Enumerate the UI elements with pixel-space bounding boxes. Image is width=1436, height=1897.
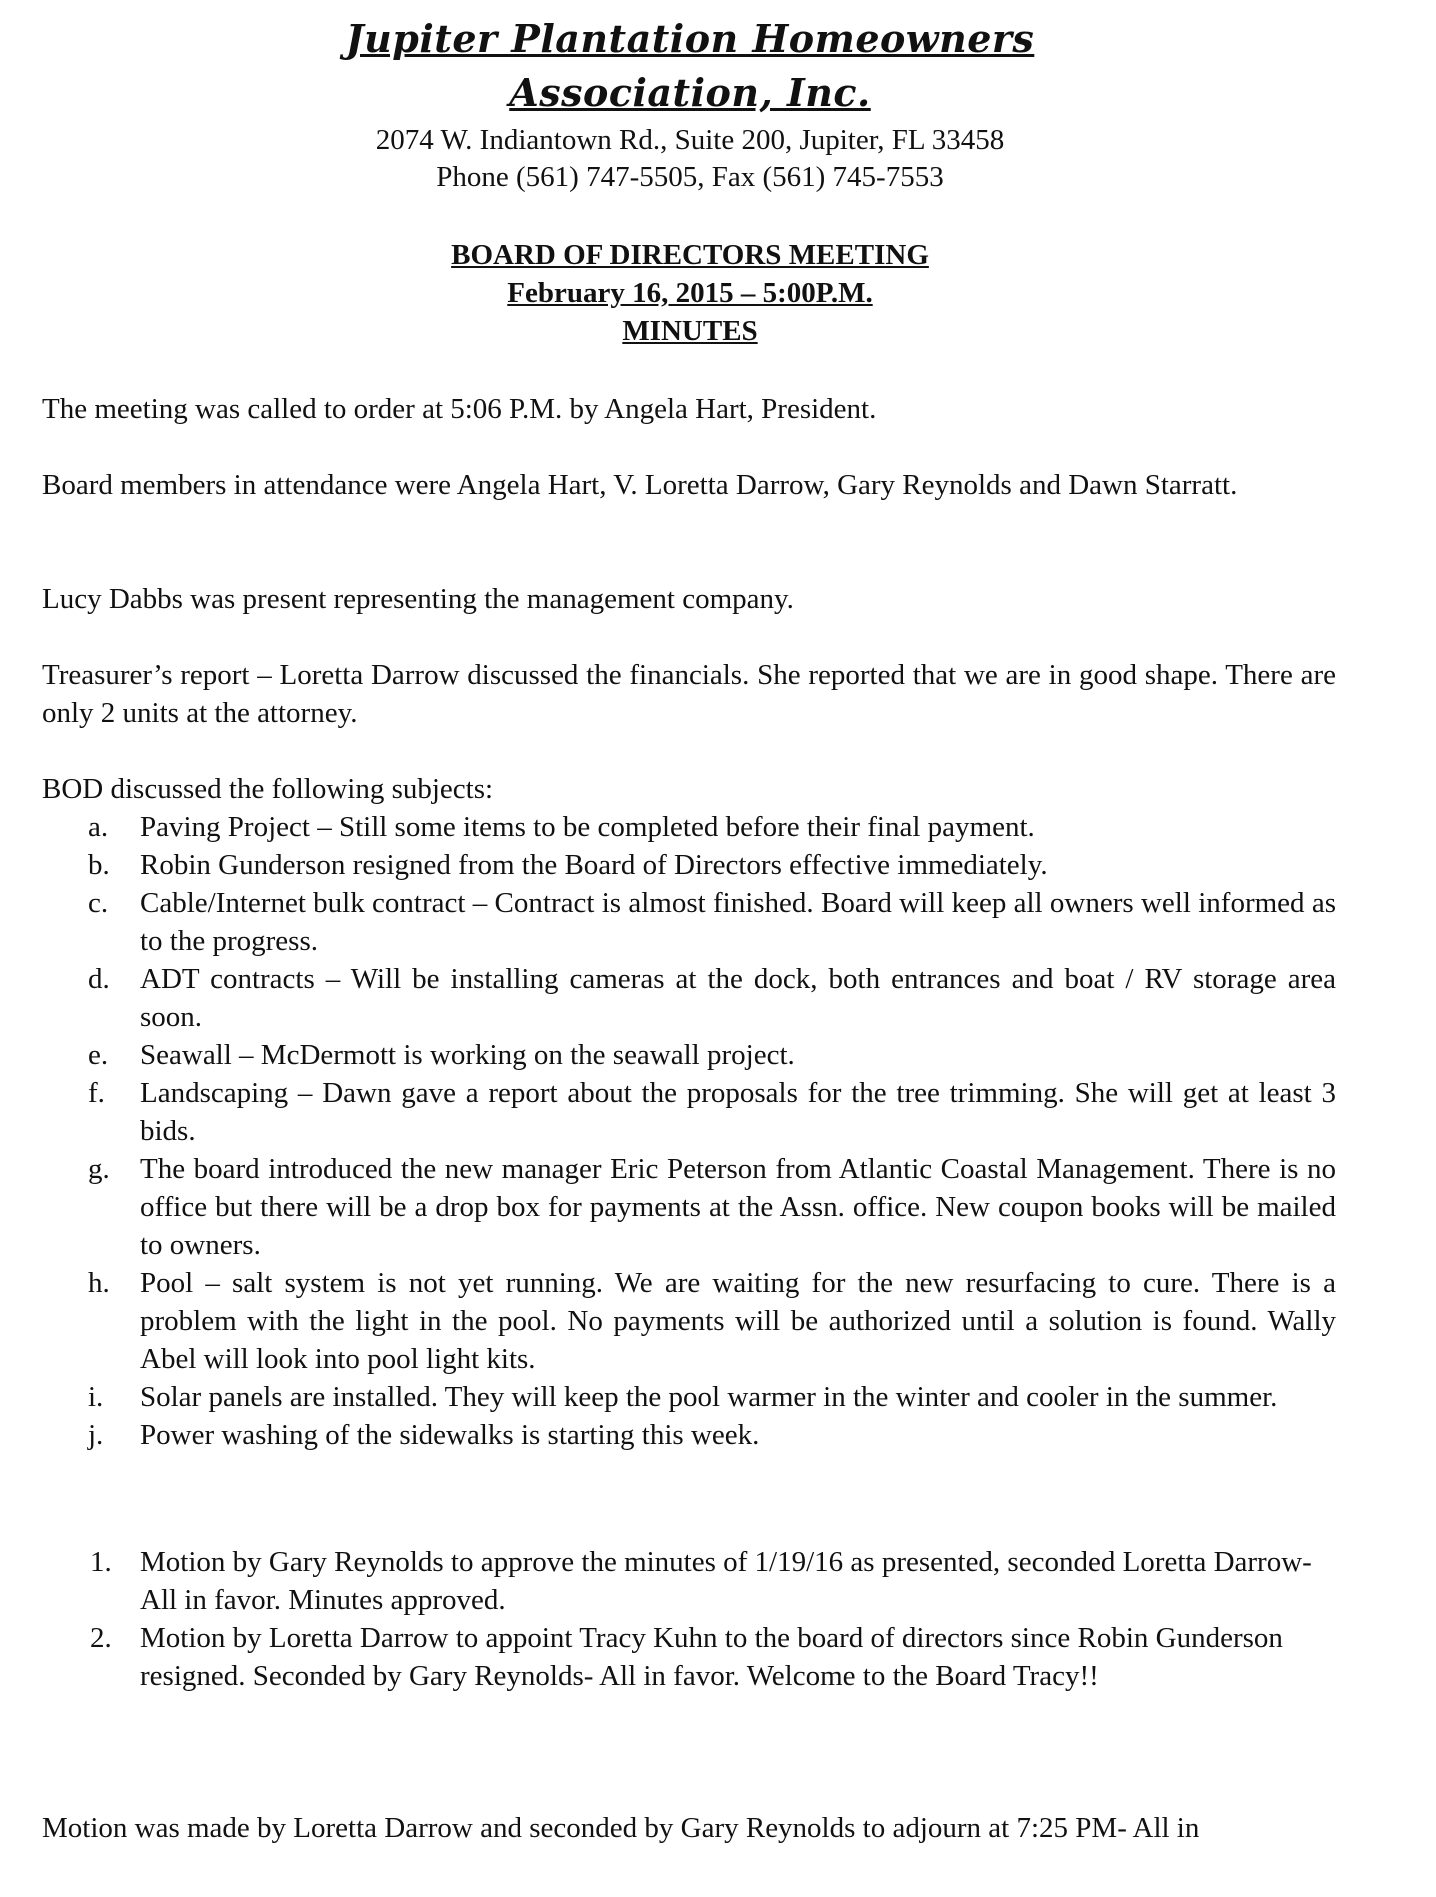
list-marker: g. bbox=[88, 1153, 110, 1185]
list-item-text: Seawall – McDermott is working on the seawall project. bbox=[140, 1039, 795, 1071]
document-type: MINUTES bbox=[622, 315, 758, 347]
list-item bbox=[0, 1416, 1436, 1454]
list-marker: 1. bbox=[90, 1546, 112, 1578]
list-item-text: Robin Gunderson resigned from the Board of Directors effective immediately. bbox=[140, 849, 1048, 881]
meeting-title: BOARD OF DIRECTORS MEETING bbox=[451, 239, 929, 271]
list-item bbox=[0, 884, 1436, 960]
list-item bbox=[0, 1264, 1436, 1378]
list-marker: e. bbox=[88, 1039, 109, 1071]
list-marker: d. bbox=[88, 963, 110, 995]
bod-subjects-intro: BOD discussed the following subjects: bbox=[42, 773, 494, 805]
org-name-line2: Association, Inc. bbox=[509, 70, 871, 115]
motions-list bbox=[0, 1543, 1436, 1695]
meeting-date-time: February 16, 2015 – 5:00P.M. bbox=[507, 277, 873, 309]
list-item bbox=[0, 846, 1436, 884]
list-item bbox=[0, 1150, 1436, 1264]
management-paragraph: Lucy Dabbs was present representing the management company. bbox=[42, 583, 794, 615]
list-item-text: Solar panels are installed. They will keep the pool warmer in the winter and cooler in the summer. bbox=[140, 1381, 1278, 1413]
list-item bbox=[0, 960, 1436, 1036]
list-marker: i. bbox=[88, 1381, 104, 1413]
list-item-text: Landscaping – Dawn gave a report about the proposals for the tree trimming. She will get at least 3 bids. bbox=[140, 1077, 1336, 1147]
list-item-text: Motion by Loretta Darrow to appoint Tracy Kuhn to the board of directors since Robin Gunderson resigned. Seconded by Gary Reynolds- All in favor. Welcome to the Board Tracy!! bbox=[140, 1622, 1283, 1692]
list-item bbox=[0, 1378, 1436, 1416]
treasurer-report-paragraph: Treasurer’s report – Loretta Darrow discussed the financials. She reported that we are in good shape. There are only 2 units at the attorney. bbox=[42, 659, 1336, 729]
attendance-paragraph: Board members in attendance were Angela Hart, V. Loretta Darrow, Gary Reynolds and Dawn Starratt. bbox=[42, 469, 1238, 501]
list-item-text: Cable/Internet bulk contract – Contract is almost finished. Board will keep all owners well informed as to the progress. bbox=[140, 887, 1336, 957]
list-marker: h. bbox=[88, 1267, 110, 1299]
list-item-text: ADT contracts – Will be installing cameras at the dock, both entrances and boat / RV storage area soon. bbox=[140, 963, 1336, 1033]
list-item-text: Pool – salt system is not yet running. We are waiting for the new resurfacing to cure. There is a problem with the light in the pool. No payments will be authorized until a solution is found. Wally Abel will look into pool light kits. bbox=[140, 1267, 1336, 1375]
list-item-text: Paving Project – Still some items to be completed before their final payment. bbox=[140, 811, 1035, 843]
list-item bbox=[0, 1543, 1436, 1619]
list-marker: 2. bbox=[90, 1622, 112, 1654]
list-marker: j. bbox=[88, 1419, 104, 1451]
list-item-text: Motion by Gary Reynolds to approve the minutes of 1/19/16 as presented, seconded Loretta Darrow- All in favor. Minutes approved. bbox=[140, 1546, 1312, 1616]
list-item bbox=[0, 1619, 1436, 1695]
list-marker: b. bbox=[88, 849, 110, 881]
org-phone-fax: Phone (561) 747-5505, Fax (561) 745-7553 bbox=[436, 161, 944, 193]
org-name-line1: Jupiter Plantation Homeowners bbox=[345, 16, 1035, 61]
list-item-text: Power washing of the sidewalks is starting this week. bbox=[140, 1419, 760, 1451]
list-item bbox=[0, 1074, 1436, 1150]
list-item bbox=[0, 808, 1436, 846]
list-marker: f. bbox=[88, 1077, 105, 1109]
topics-list bbox=[0, 808, 1436, 1454]
org-address: 2074 W. Indiantown Rd., Suite 200, Jupiter, FL 33458 bbox=[375, 124, 1005, 156]
list-marker: c. bbox=[88, 887, 109, 919]
list-item-text: The board introduced the new manager Eric Peterson from Atlantic Coastal Management. There is no office but there will be a drop box for payments at the Assn. office. New coupon books will be mailed to owners. bbox=[140, 1153, 1336, 1261]
list-marker: a. bbox=[88, 811, 109, 843]
list-item bbox=[0, 1036, 1436, 1074]
adjournment-paragraph: Motion was made by Loretta Darrow and seconded by Gary Reynolds to adjourn at 7:25 PM- All in bbox=[42, 1812, 1200, 1844]
call-to-order-paragraph: The meeting was called to order at 5:06 P.M. by Angela Hart, President. bbox=[42, 393, 877, 425]
